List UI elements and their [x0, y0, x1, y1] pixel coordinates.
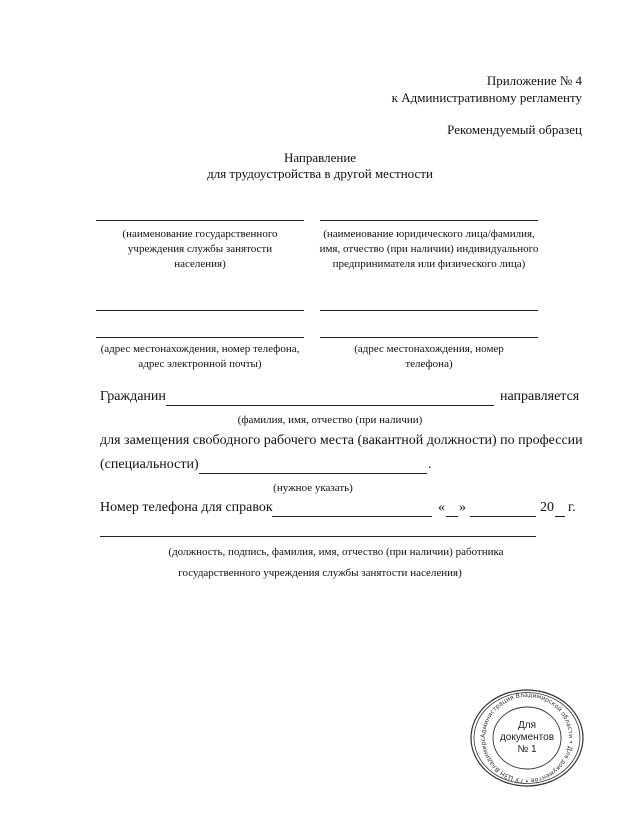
employer-caption: (наименование юридического лица/фамилия, имя, отчество (при наличии) индивидуального предпринимателя или физического лица): [319, 228, 539, 270]
employer-address-caption: (адрес местонахождения, номер телефона): [354, 343, 504, 370]
day-field[interactable]: [446, 516, 458, 517]
official-caption-line1: (должность, подпись, фамилия, имя, отчество (при наличии) работника: [168, 546, 504, 558]
institution-address-line-1[interactable]: [96, 310, 304, 311]
institution-caption: (наименование государственного учреждения службы занятости населения): [122, 228, 278, 270]
document-stamp: [468, 688, 586, 788]
directed-label: направляется: [500, 389, 580, 404]
day-open-quote: «: [438, 500, 445, 515]
citizen-label: Гражданин: [100, 389, 166, 404]
specify-caption: (нужное указать): [273, 482, 353, 494]
appendix-number: Приложение № 4: [486, 73, 582, 88]
official-caption-line2: государственного учреждения службы занятости населения): [178, 567, 462, 579]
employer-address-line-2[interactable]: [320, 337, 538, 338]
month-field[interactable]: [470, 516, 536, 517]
year-prefix: 20: [540, 500, 554, 515]
stamp-line2: документов: [499, 732, 555, 743]
specialty-period: .: [428, 457, 432, 472]
purpose-text: для замещения свободного рабочего места (вакантной должности) по профессии: [100, 433, 583, 448]
institution-name-line[interactable]: [96, 220, 304, 221]
document-subtitle: для трудоустройства в другой местности: [207, 166, 433, 181]
official-signature-line[interactable]: [100, 536, 536, 537]
specialty-label: (специальности): [100, 457, 199, 472]
phone-label: Номер телефона для справок: [100, 500, 273, 515]
year-field[interactable]: [555, 516, 565, 517]
employer-address-line-1[interactable]: [320, 310, 538, 311]
citizen-name-caption: (фамилия, имя, отчество (при наличии): [237, 414, 423, 426]
employer-name-line[interactable]: [320, 220, 538, 221]
stamp-ring-text: Администрация Владимирской области • Для документов • ГУ ЦЗН Владимирс: [479, 691, 575, 785]
stamp-line3: № 1: [517, 744, 537, 755]
regulation-reference: к Административному регламенту: [391, 90, 582, 105]
institution-address-line-2[interactable]: [96, 337, 304, 338]
institution-address-caption: (адрес местонахождения, номер телефона, адрес электронной почты): [100, 343, 300, 370]
day-close-quote: »: [459, 500, 466, 515]
stamp-line1: Для: [517, 720, 537, 731]
citizen-name-field[interactable]: [166, 405, 494, 406]
document-title: Направление: [283, 150, 357, 165]
sample-label: Рекомендуемый образец: [447, 122, 582, 137]
specialty-field[interactable]: [199, 473, 427, 474]
phone-field[interactable]: [272, 516, 432, 517]
year-suffix: г.: [568, 500, 576, 515]
